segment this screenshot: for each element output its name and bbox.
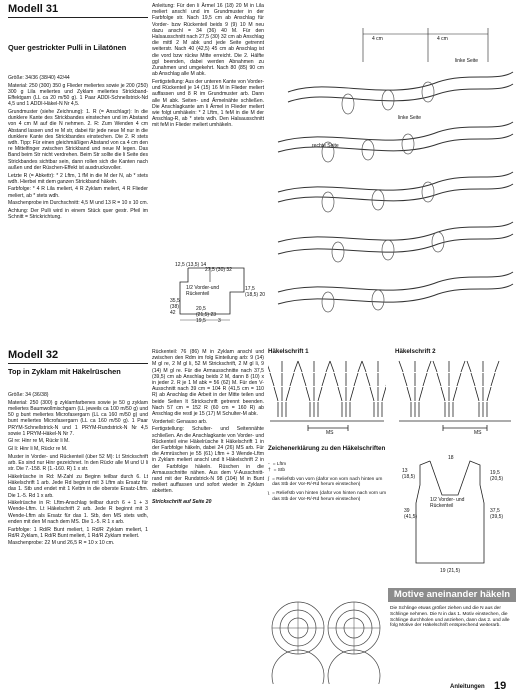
schematic-label: 19,5 (20,5)	[490, 470, 504, 482]
diagram-label: rechte Seite	[312, 143, 339, 149]
m32-paragraph: Muster in Vorder- und Rückenteil (über 52 M): Lt Strickschrift arb. Es sind nur Hinr gezeichnet. In den Rückr alle M und U li str. Die 7.-158. R (1.-160. R) 1 x str.	[8, 453, 148, 473]
front-post-stitch-icon: ʃ	[268, 476, 270, 482]
m31-subtitle: Quer gestrickter Pulli in Lilatönen	[8, 43, 127, 52]
schematic-label: 1/2 Vorder- und Rückenteil	[430, 497, 465, 509]
m31-paragraph: Anleitung: Für den li Ärmel 16 (18) 20 M in Lila meliert anschl und im Grundmuster in der Farbfolge str. Nach 19,5 cm ab Anschlag für Vorder- bzw Rückenteil beids 9 (9) 10 M neu dazu anschl = 34 (36) 40 M. Für den Halsausschnitt nach 27,5 (30) 32 cm ab Anschlag die mittl 2 M abk und jede Seite getrennt weiterstr. Nach 40 (42,5) 45 cm ab Anschlag ist die vord bzw rückw Mitte erreicht. Die 2. Hälfte ggl beenden, dabei werden Abnahmen zu Zunahmen und umgekehrt. Nach 80 (85) 90 cm ab Anschlag alle M abk.	[152, 3, 264, 78]
footer-label: Anleitungen	[450, 684, 485, 690]
diagram-label: 4 cm	[372, 36, 383, 42]
m32-paragraph: Fertigstellung: Schulter- und Seitennähte schließen. An die Anschlagkante von Vorder- und Rückenteil eine Häkelrüsche lt Häkelschrift 1 in der Farbfolge häkeln, dabei 24 (26) MS arb. Für die Armrüschen je 55 (61) Lftm + 3 Wende-Lftm in Zyklam meliert anschl und lt Häkelschrift 2 in der Farbfolge häkeln. Rüschen in die Armausschnitte nähen. Aus dem V-Ausschnitt-rand mit der Rundstrick-N 98 (104) M in Bunt meliert auffassen und sofort wieder in Zyklam abketten.	[152, 426, 264, 495]
divider	[8, 363, 148, 364]
m31-paragraph: Größe: 34/36 (38/40) 42/44	[8, 75, 70, 81]
schematic-label: 20,5 (21,5) 23	[196, 306, 217, 318]
m31-paragraph: Grundmuster (siehe Zeichnung): 1. R (= Anschlagr): In die dunklere Kante des Strickbandes einstechen und im Abstand von 4 cm M auf die N nehmen. 2. R: Zum Wenden 4 cm Abstand lassen und re M str, dabei für jede neue M nur in die dunklere Kante des Strickbandes einstechen. Die 2. R stets wdh. Tipp: Für einen gleichmäßigen Abstand von ca 4 cm den re Mittelfinger zwischen Strickband und neue M legen. Das Band beim Str nicht verdrehen. Beim Str sollte die li Seite des Strickbandes sichtbar sein, dann rollen sich die Kanten nach außen und der Rüschen-Effekt ist ausdrucksvoller.	[8, 109, 148, 171]
m32-paragraph: Material: 250 (300) g zyklamfarbenes sowie je 50 g zyklam meliertes Baumwollmischgarn (LL jeweils ca 100 m/50 g) und 50 g bunt meliertes Microfasergarn (LL ca 160 m/50 g) und bunt meliertes Microfasergarn (LL ca 160 m/50 g). 1 Paar PRYM-Schnellstrick-N und 1 PRYM-Rundstrick-N Nr 4,5 sowie 1 PRYM-Häkel-N Nr 7.	[8, 399, 148, 437]
schematic-label: 35,5 (38) 42	[170, 298, 180, 316]
crochet-chart-1	[268, 357, 386, 437]
m31-instructions-col1	[8, 75, 148, 222]
schematic-label: 13 (18,5)	[402, 468, 416, 480]
m32-paragraph: Gl li: Hinr li M, Rückr re M.	[8, 446, 68, 453]
motive-illustration	[268, 588, 384, 684]
diagram-label: 4 cm	[437, 36, 448, 42]
m32-instructions-col2	[152, 349, 264, 506]
m32-paragraph: Häkelrüsche in R: Lftm-Anschlag teilbar durch 6 + 1 + 3 Wende-Lftm. Lt Häkelschrift 2 arb. Jede R beginnt mit 3 Wende-Lftm als Ersatz für das 1. Stb, den MS stets wdh, enden mit den M nach dem MS. Die 1.-5. R 1 x arb.	[8, 500, 148, 525]
chain-stitch-icon: ◦	[268, 462, 270, 467]
m31-paragraph: Maschenprobe im Durchschnitt: 4,5 M und 13 R = 10 x 10 cm.	[8, 200, 149, 207]
motive-text: Die Schlinge etwas größer ziehen und die N aus der Schlinge nehmen. Die N in das 1. Motiv einstechen, die Schlinge durchholen und anziehen, dann das 2. und alle folg Motive der Häkelschrift entsprechend weiterarb.	[390, 606, 510, 629]
m31-paragraph: Material: 250 (300) 350 g Flieder meliertes sowie je 200 (250) 300 g Lila meliertes und Zyklam meliertes Strickband-Effektgarn (LL ca 20 m/50 g). 1 Paar ADDI-Schnellstrick-Nd 4,5 und 1 ADDI-Häkel-N Nr 4,5.	[8, 82, 148, 108]
m32-paragraph: Farbfolge: 1 Rd/R Bunt meliert, 1 Rd/R Zyklam meliert, 1 Rd/R Zyklam, 1 Rd/R Bunt meliert, 1 Rd/R Zyklam meliert.	[8, 526, 148, 539]
m32-title: Modell 32	[8, 349, 59, 361]
m32-footnote: Strickschrift auf Seite 20	[152, 498, 212, 505]
motive-banner: Motive aneinander häkeln	[388, 588, 516, 602]
m32-paragraph: Größe: 34 (36/38)	[8, 392, 49, 398]
repeat-label: MS	[326, 430, 334, 436]
m31-instructions-col2	[152, 3, 264, 130]
m31-knitting-diagram	[268, 22, 516, 332]
diagram-label: linke Seite	[398, 115, 422, 121]
legend	[268, 462, 388, 503]
schematic-label: 19 (21,5)	[440, 568, 461, 574]
schematic-label: 18	[448, 455, 454, 461]
legend-item: ◦ = Lftm	[268, 462, 287, 467]
page-number: 19	[494, 680, 507, 692]
m32-instructions-col1	[8, 392, 148, 548]
schematic-label: 17,5 (18,5) 20	[245, 286, 266, 298]
legend-item: ʅ = Reliefstb von hinten (dafür von hinten nach vorn um das Stb der Vor-R/-Rd herum einstechen)	[268, 491, 387, 502]
crochet-chart-2	[395, 357, 515, 437]
schematic-label: 39 (41,5)	[404, 508, 418, 520]
treble-stitch-icon: †	[268, 467, 271, 473]
m31-paragraph: Achtung: Der Pulli wird in einem Stück quer gestr. Pfeil im Schnitt = Strickrichtung.	[8, 208, 148, 221]
m32-subtitle: Top in Zyklam mit Häkelrüschen	[8, 367, 121, 376]
divider	[8, 17, 148, 18]
legend-item: ʃ = Reliefstb von vorn (dafür von vorn nach hinten um das Stb der Vor-R/-Rd herum einstechen)	[268, 476, 383, 488]
legend-title: Zeichenerklärung zu den Häkelschriften	[268, 445, 386, 452]
schematic-label: 27,5 (30) 32	[205, 267, 232, 273]
schematic-label: 1/2 Vorder-und Rückenteil	[186, 285, 220, 297]
m31-paragraph: Letzte R (= Abkettr): * 2 Lftm, 1 fM in die M der N, ab * stets wdh. Hierbei mit dem ganzen Strickband häkeln.	[8, 172, 148, 185]
m32-paragraph: Rückenteil: 76 (86) M in Zyklam anschl und zwischen den Rdm im folg Einteilung arb: 9 (14) M gl re, 2 M gl li, 52 M Strickschrift, 2 M gl li, 9 (14) M gl re. Für die Armausschnitte nach 37,5 (39,5) cm ab Anschlag beids 2 M, dann 8 (10) x in jeder 2. R je 1 M abk = 56 (62) M. Für den V-Ausschnitt nach 39 cm = 104 R (41,5 cm = 110 R) ab Anschlag die Arbeit in der Mitte teilen und beide Seiten lt Strickschrift getrennt beenden. Nach 57 cm = 152 R (60 cm = 160 R) ab Anschlag die restl je 15 (17) M Schulter-M abk.	[152, 349, 264, 418]
m31-paragraph: Farbfolge: * 4 R Lila meliert, 4 R Zyklam meliert, 4 R Flieder meliert, ab * stets wdh.	[8, 186, 148, 199]
schematic-label: 37,5 (39,5)	[490, 508, 504, 520]
back-post-stitch-icon: ʅ	[268, 491, 270, 497]
repeat-label: MS	[474, 430, 482, 436]
schematic-label: 19,5	[196, 318, 206, 324]
m31-paragraph: Fertigstellung: Aus der unteren Kante von Vorder- und Rückenteil je 14 (15) 16 M in Flieder meliert auffassen und 8 R im Grundmuster arb. Dann alle M abk. Seiten- und Ärmelnähte schließen. Die Anschlagkante am li Ärmel in Flieder meliert wie folgt umhäkeln: * 2 Lftm, 1 feM in die M der Anschlag-R, ab * stets wdh. Den Halsausschnitt mit feM in Flieder meliert umhäkeln.	[152, 78, 264, 129]
schematic-label: 3	[218, 318, 221, 324]
legend-item: † = Stb	[268, 467, 286, 473]
m31-title: Modell 31	[8, 3, 59, 15]
m32-paragraph: Gl re: Hinr re M, Rückr li M.	[8, 438, 70, 445]
m32-paragraph: Maschenprobe: 22 M und 26,5 R = 10 x 10 cm.	[8, 540, 115, 547]
chart1-title: Häkelschrift 1	[268, 348, 309, 355]
m32-paragraph: Vorderteil: Genauso arb.	[152, 418, 208, 425]
chart2-title: Häkelschrift 2	[395, 348, 436, 355]
schematic-label: 12,5 (13,5) 14	[175, 262, 207, 268]
diagram-label: linke Seite	[455, 58, 479, 64]
m32-paragraph: Häkelrüsche in Rd: M-Zahl zu Beginn teilbar durch 6. Lt Häkelschrift 1 arb. Jede Rd beginnt mit 3 Lftm als Ersatz für das 1. Stb und endet mit 1 Kettm in die oberste Ersatz-Lftm. Die 1.-5. Rd 1 x arb.	[8, 473, 148, 499]
